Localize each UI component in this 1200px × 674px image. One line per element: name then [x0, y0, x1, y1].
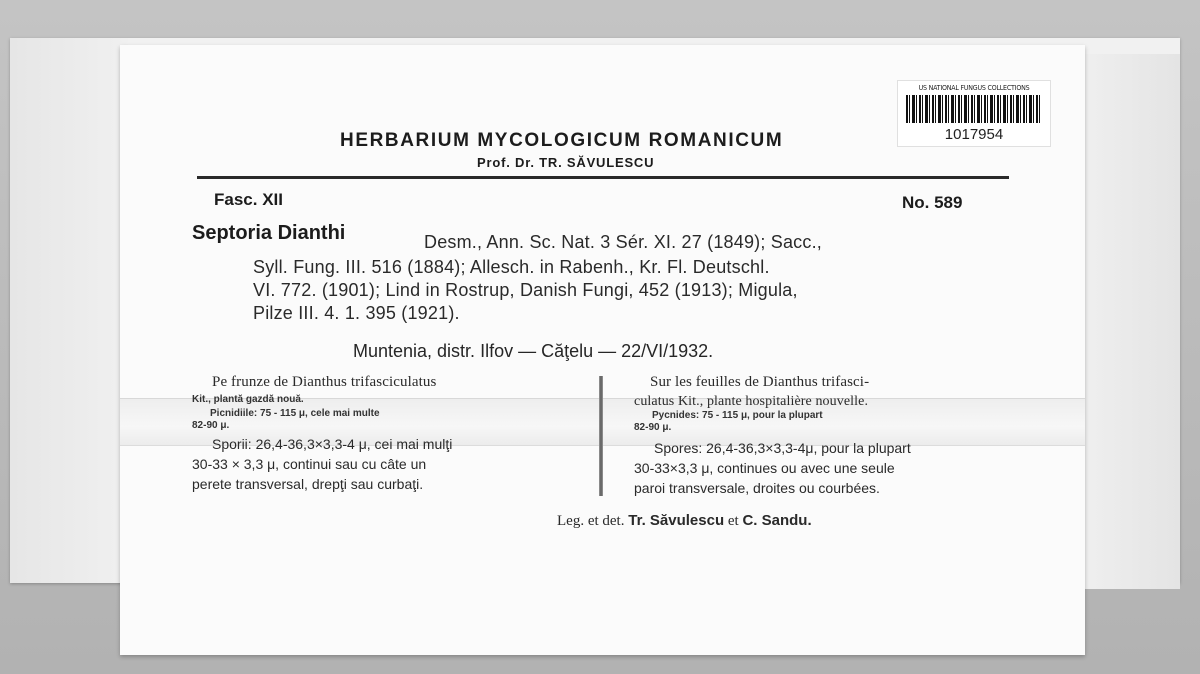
- barcode-sticker: [897, 80, 1051, 147]
- barcode-number: 1017954: [944, 126, 1004, 143]
- envelope-left-flap: [10, 38, 128, 583]
- fr-spores-line: 30-33×3,3 μ, continues ou avec une seule: [634, 460, 895, 476]
- fr-spores-line: Spores: 26,4-36,3×3,3-4μ, pour la plupart: [654, 440, 911, 456]
- ro-spores-line: perete transversal, drepţi sau curbaţi.: [192, 476, 424, 492]
- citation-line: Desm., Ann. Sc. Nat. 3 Sér. XI. 27 (1849); Sacc.,: [424, 232, 822, 252]
- species-name: Septoria Dianthi: [192, 222, 346, 244]
- ro-spores-line: 30-33 × 3,3 μ, continui sau cu câte un: [192, 456, 427, 472]
- ro-pycnidia-line: Picnidiile: 75 - 115 μ, cele mai multe: [210, 408, 380, 419]
- collector-name: Tr. Săvulescu: [628, 512, 725, 529]
- column-divider: [599, 376, 603, 496]
- citation-line: VI. 772. (1901); Lind in Rostrup, Danish Fungi, 452 (1913); Migula,: [253, 280, 798, 300]
- herbarium-title: HERBARIUM MYCOLOGICUM ROMANICUM: [340, 130, 784, 151]
- barcode-caption: US NATIONAL FUNGUS COLLECTIONS: [918, 84, 1030, 92]
- fr-host-line: culatus Kit., plante hospitalière nouvelle.: [634, 394, 869, 409]
- citation-line: Syll. Fung. III. 516 (1884); Allesch. in Rabenh., Kr. Fl. Deutschl.: [253, 257, 770, 277]
- header-rule: [197, 176, 1009, 179]
- envelope-right-flap: [1082, 54, 1180, 589]
- herbarium-subtitle: Prof. Dr. TR. SĂVULESCU: [477, 155, 655, 170]
- fr-pycnidia-line: Pycnides: 75 - 115 μ, pour la plupart: [652, 410, 823, 421]
- collector-joiner: et: [727, 513, 739, 529]
- collector-prefix: Leg. et det.: [557, 513, 625, 529]
- locality: Muntenia, distr. Ilfov — Căţelu — 22/VI/1932.: [353, 341, 714, 361]
- collector-line: [557, 512, 812, 530]
- fr-pycnidia-line: 82-90 μ.: [634, 422, 672, 433]
- collector-name: C. Sandu.: [742, 512, 812, 529]
- ro-pycnidia-line: 82-90 μ.: [192, 420, 230, 431]
- citation-line: Pilze III. 4. 1. 395 (1921).: [253, 303, 460, 323]
- ro-host-line: Kit., plantă gazdă nouă.: [192, 394, 304, 405]
- fr-host-line: Sur les feuilles de Dianthus trifasci-: [650, 374, 870, 390]
- ro-host-line: Pe frunze de Dianthus trifasciculatus: [212, 374, 437, 390]
- fr-spores-line: paroi transversale, droites ou courbées.: [634, 480, 880, 496]
- ro-spores-line: Sporii: 26,4-36,3×3,3-4 μ, cei mai mulţi: [212, 436, 453, 452]
- barcode-icon: [906, 95, 1042, 123]
- fascicle-label: Fasc. XII: [214, 190, 283, 209]
- specimen-number: No. 589: [902, 193, 963, 212]
